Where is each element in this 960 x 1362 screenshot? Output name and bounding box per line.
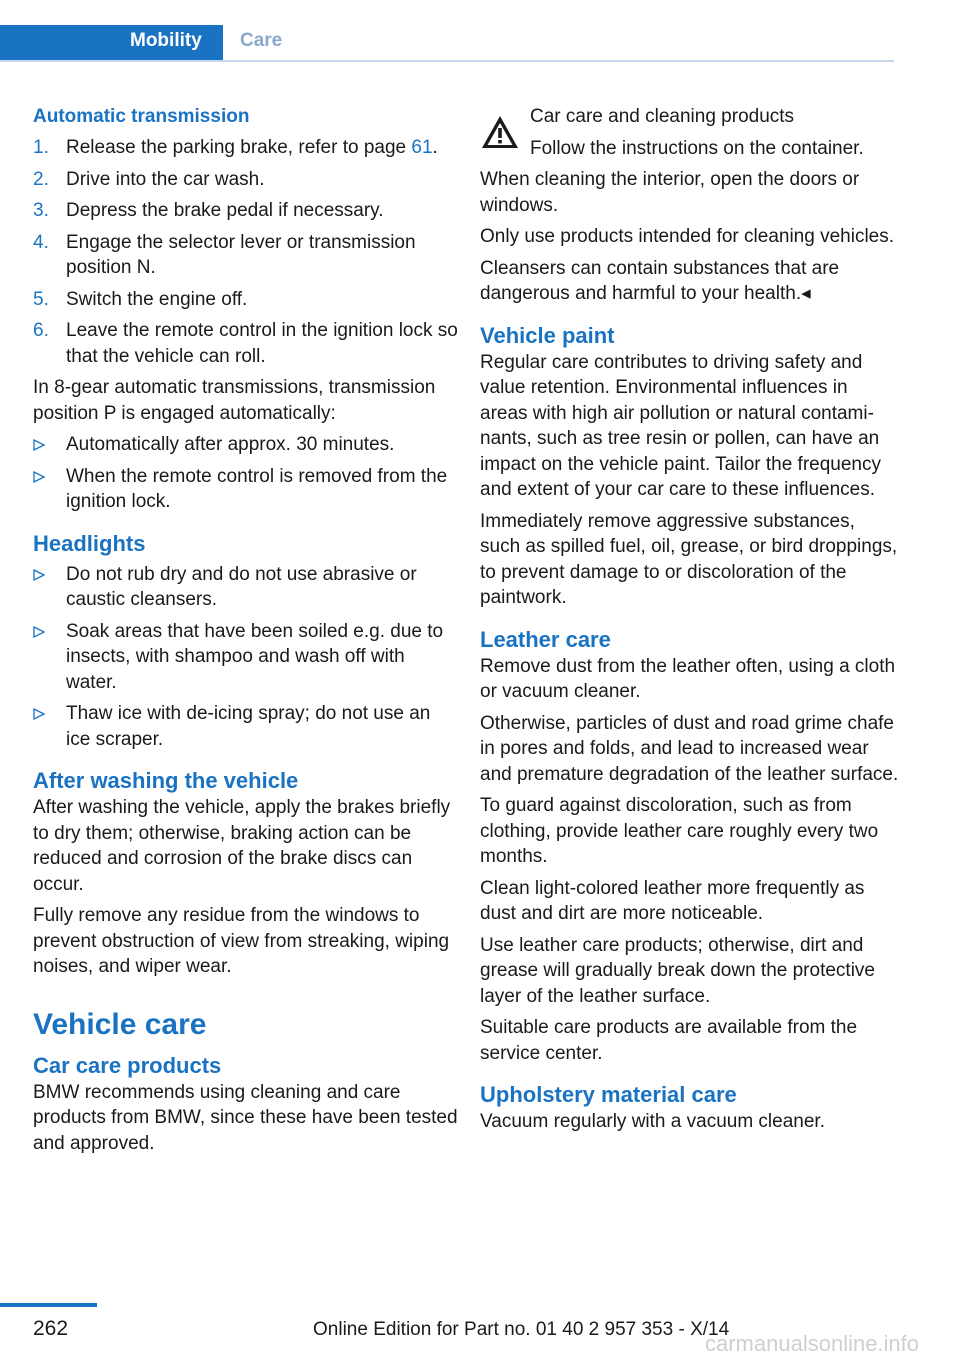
upholstery-heading: Upholstery material care — [480, 1082, 737, 1107]
leather-paragraph-3: To guard against discoloration, such as from clothing, provide leather care roughly every two months. — [480, 795, 879, 867]
list-item — [33, 701, 458, 752]
leather-paragraph-2: Otherwise, particles of dust and road grime chafe in pores and folds, and lead to increased wear and premature degradation of the leather surface. — [480, 712, 899, 785]
step-number: 6. — [33, 320, 49, 341]
step-item — [33, 198, 458, 224]
after-washing-heading: After washing the vehicle — [33, 768, 299, 793]
list-item-text: Thaw ice with de-icing spray; do not use an ice scraper. — [66, 703, 431, 750]
interior-cleaning-paragraph: When cleaning the interior, open the doors or windows. — [480, 169, 860, 216]
gear-paragraph: In 8-gear automatic transmissions, transmission position P is engaged automatically: — [33, 377, 436, 424]
step-text: Switch the engine off. — [66, 288, 248, 310]
triangle-bullet-icon — [33, 708, 45, 720]
vehicle-paint-paragraph-2: Immediately remove aggressive substances, such as spilled fuel, oil, grease, or bird droppings, to prevent damage to or discoloration of the paintwork. — [480, 510, 898, 608]
after-washing-paragraph-2: Fully remove any residue from the windows to prevent obstruction of view from streaking, wiping noises, and wiper wear. — [33, 905, 450, 977]
headlights-heading: Headlights — [33, 530, 146, 556]
list-item-text: When the remote control is removed from the ignition lock. — [66, 465, 448, 512]
warning-title: Car care and cleaning products — [530, 106, 795, 127]
step-item — [33, 167, 458, 193]
leather-paragraph-5: Use leather care products; otherwise, dirt and grease will gradually break down the protective layer of the leather surface. — [480, 934, 875, 1007]
step-item — [33, 230, 458, 281]
step-text: Engage the selector lever or transmission position N. — [66, 231, 416, 278]
list-item — [33, 619, 458, 696]
page-number: 262 — [33, 1317, 69, 1340]
car-care-products-heading: Car care products — [33, 1052, 222, 1078]
car-care-products-paragraph: BMW recommends using cleaning and care products from BMW, since these have been tested and approved. — [33, 1081, 458, 1154]
step-text-end: . — [432, 137, 438, 158]
car-wash-steps — [33, 135, 458, 369]
list-item-text: Soak areas that have been soiled e.g. due to insects, with shampoo and wash off with water. — [66, 620, 444, 693]
page-header — [0, 0, 960, 62]
step-number: 1. — [33, 137, 49, 158]
step-text: Depress the brake pedal if necessary. — [66, 200, 384, 221]
list-item-text: Automatically after approx. 30 minutes. — [66, 434, 395, 455]
warning-instruction: Follow the instructions on the container. — [530, 137, 864, 159]
step-item — [33, 135, 458, 161]
leather-care-heading: Leather care — [480, 626, 611, 652]
step-number: 5. — [33, 288, 49, 310]
page-link[interactable]: 61 — [411, 137, 433, 158]
step-item — [33, 287, 458, 313]
triangle-bullet-icon — [33, 569, 45, 581]
leather-paragraph-4: Clean light-colored leather more frequently as dust and dirt are more noticeable. — [480, 877, 865, 924]
leather-paragraph-1: Remove dust from the leather often, using a cloth or vacuum cleaner. — [480, 655, 896, 702]
triangle-bullet-icon — [33, 439, 45, 451]
step-text: Release the parking brake, refer to page — [66, 137, 412, 158]
list-item — [33, 432, 458, 458]
triangle-bullet-icon — [33, 471, 45, 483]
list-item — [33, 464, 458, 515]
left-column — [33, 98, 458, 1162]
after-washing-paragraph-1: After washing the vehicle, apply the brakes briefly to dry them; otherwise, braking action can be reduced and corrosion of the brake discs can occur. — [33, 797, 451, 895]
edition-text: Online Edition for Part no. 01 40 2 957 353 - X/14 — [313, 1319, 730, 1340]
upholstery-paragraph: Vacuum regularly with a vacuum cleaner. — [480, 1111, 825, 1132]
tab-mobility[interactable]: Mobility — [0, 25, 223, 61]
vehicle-paint-heading: Vehicle paint — [480, 322, 615, 348]
step-text: Drive into the car wash. — [66, 168, 265, 190]
step-item — [33, 318, 458, 369]
headlights-bullets — [33, 562, 458, 753]
header-divider — [0, 60, 894, 62]
list-item-text: Do not rub dry and do not use abrasive or caustic cleansers. — [66, 563, 417, 610]
warning-triangle-icon — [480, 114, 520, 150]
products-paragraph: Only use products intended for cleaning vehicles. — [480, 226, 895, 247]
footer-accent-bar — [0, 1303, 97, 1307]
leather-paragraph-6: Suitable care products are available from the service center. — [480, 1017, 858, 1064]
triangle-bullet-icon — [33, 626, 45, 638]
step-text: Leave the remote control in the ignition lock so that the vehicle can roll. — [66, 320, 458, 367]
automatic-transmission-heading: Automatic transmission — [33, 106, 250, 127]
vehicle-paint-paragraph-1: Regular care contributes to driving safety and value retention. Environmental influences in areas with high air pollution or natural contaminants, such as tree resin or pollen, can have an impact on the vehicle paint. Tailor the frequency and extent of your car care to these influences. — [480, 351, 881, 500]
list-item — [33, 562, 458, 613]
step-number: 4. — [33, 231, 49, 253]
warning-box — [480, 104, 900, 161]
cleansers-paragraph: Cleansers can contain substances that are dangerous and harmful to your health.◂ — [480, 257, 840, 304]
step-number: 2. — [33, 168, 49, 190]
vehicle-care-title: Vehicle care — [33, 1007, 207, 1041]
tab-care[interactable]: Care — [223, 25, 894, 61]
watermark: carmanualsonline.info — [705, 1331, 920, 1356]
gear-bullets — [33, 432, 458, 515]
right-column — [480, 98, 900, 1141]
step-number: 3. — [33, 200, 49, 221]
